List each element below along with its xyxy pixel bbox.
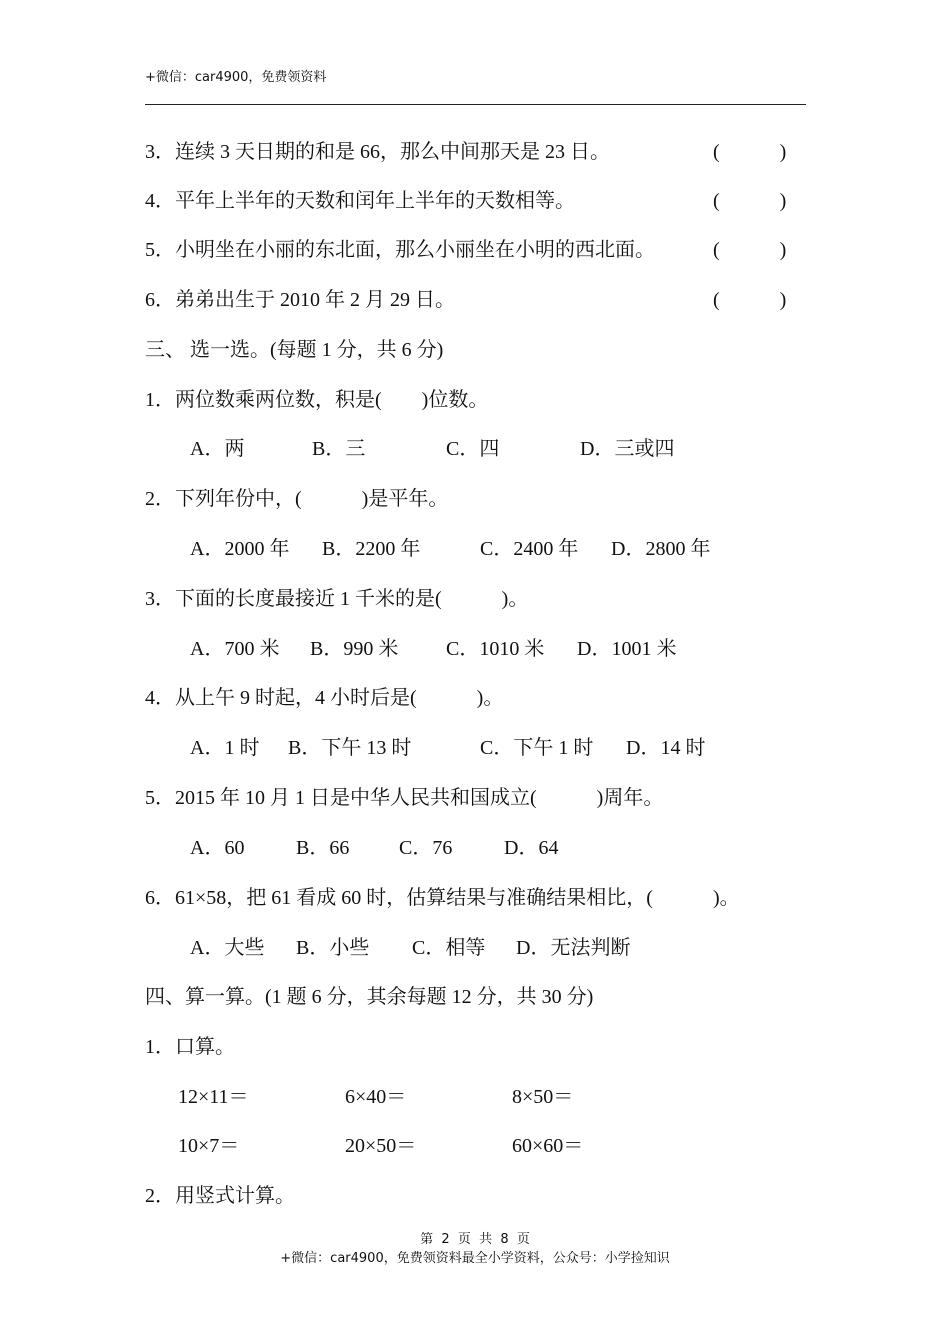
mc-6-option-b: B．小些 xyxy=(296,937,370,959)
mc-4-option-b: B．下午 13 时 xyxy=(288,737,412,759)
mc-1-option-c: C．四 xyxy=(446,438,500,460)
mental-calc-4: 10×7＝ xyxy=(178,1135,240,1157)
mc-5-option-c: C．76 xyxy=(399,837,453,859)
calc-q2-label: 2．用竖式计算。 xyxy=(145,1185,295,1207)
footer-watermark-note: +微信：car4900，免费领资料最全小学资料，公众号：小学捡知识 xyxy=(280,1251,670,1266)
page-number: 第 2 页 共 8 页 xyxy=(420,1232,530,1247)
mc-2-option-d: D．2800 年 xyxy=(611,538,711,560)
mental-calc-3: 8×50＝ xyxy=(512,1086,574,1108)
mc-3-option-d: D．1001 米 xyxy=(577,638,677,660)
tf-item-4: 4．平年上半年的天数和闰年上半年的天数相等。 xyxy=(145,190,575,212)
mc-1-option-d: D．三或四 xyxy=(580,438,675,460)
mc-question-3: 3．下面的长度最接近 1 千米的是( )。 xyxy=(145,588,529,610)
mc-4-option-c: C．下午 1 时 xyxy=(480,737,594,759)
mc-4-option-a: A．1 时 xyxy=(190,737,260,759)
mc-5-option-b: B．66 xyxy=(296,837,350,859)
mc-1-option-b: B．三 xyxy=(312,438,366,460)
mc-question-4: 4．从上午 9 时起，4 小时后是( )。 xyxy=(145,687,504,709)
section-3-title: 三、 选一选。(每题 1 分，共 6 分) xyxy=(145,339,444,361)
mc-6-option-d: D．无法判断 xyxy=(516,937,631,959)
mc-3-option-c: C．1010 米 xyxy=(446,638,545,660)
mc-5-option-a: A．60 xyxy=(190,837,245,859)
tf-answer-blank-4: ( ) xyxy=(713,190,787,212)
tf-item-3: 3．连续 3 天日期的和是 66，那么中间那天是 23 日。 xyxy=(145,141,610,163)
calc-q1-label: 1．口算。 xyxy=(145,1036,235,1058)
tf-answer-blank-6: ( ) xyxy=(713,289,787,311)
mc-3-option-a: A．700 米 xyxy=(190,638,280,660)
section-4-title: 四、算一算。(1 题 6 分，其余每题 12 分，共 30 分) xyxy=(145,986,594,1008)
tf-answer-blank-3: ( ) xyxy=(713,141,787,163)
mc-2-option-a: A．2000 年 xyxy=(190,538,290,560)
mc-2-option-b: B．2200 年 xyxy=(322,538,421,560)
mc-6-option-c: C．相等 xyxy=(412,937,486,959)
mc-5-option-d: D．64 xyxy=(504,837,559,859)
mc-3-option-b: B．990 米 xyxy=(310,638,399,660)
mental-calc-1: 12×11＝ xyxy=(178,1086,249,1108)
mc-2-option-c: C．2400 年 xyxy=(480,538,579,560)
mental-calc-5: 20×50＝ xyxy=(345,1135,417,1157)
mc-1-option-a: A．两 xyxy=(190,438,245,460)
mc-4-option-d: D．14 时 xyxy=(626,737,706,759)
tf-item-5: 5．小明坐在小丽的东北面，那么小丽坐在小明的西北面。 xyxy=(145,239,655,261)
header-watermark-note: +微信：car4900，免费领资料 xyxy=(145,70,327,85)
mc-question-2: 2．下列年份中，( )是平年。 xyxy=(145,488,449,510)
mental-calc-6: 60×60＝ xyxy=(512,1135,584,1157)
mc-question-1: 1．两位数乘两位数，积是( )位数。 xyxy=(145,389,489,411)
mc-6-option-a: A．大些 xyxy=(190,937,265,959)
mental-calc-2: 6×40＝ xyxy=(345,1086,407,1108)
mc-question-6: 6．61×58，把 61 看成 60 时，估算结果与准确结果相比，( )。 xyxy=(145,887,740,909)
tf-answer-blank-5: ( ) xyxy=(713,239,787,261)
mc-question-5: 5．2015 年 10 月 1 日是中华人民共和国成立( )周年。 xyxy=(145,787,664,809)
tf-item-6: 6．弟弟出生于 2010 年 2 月 29 日。 xyxy=(145,289,455,311)
header-divider xyxy=(145,104,806,105)
